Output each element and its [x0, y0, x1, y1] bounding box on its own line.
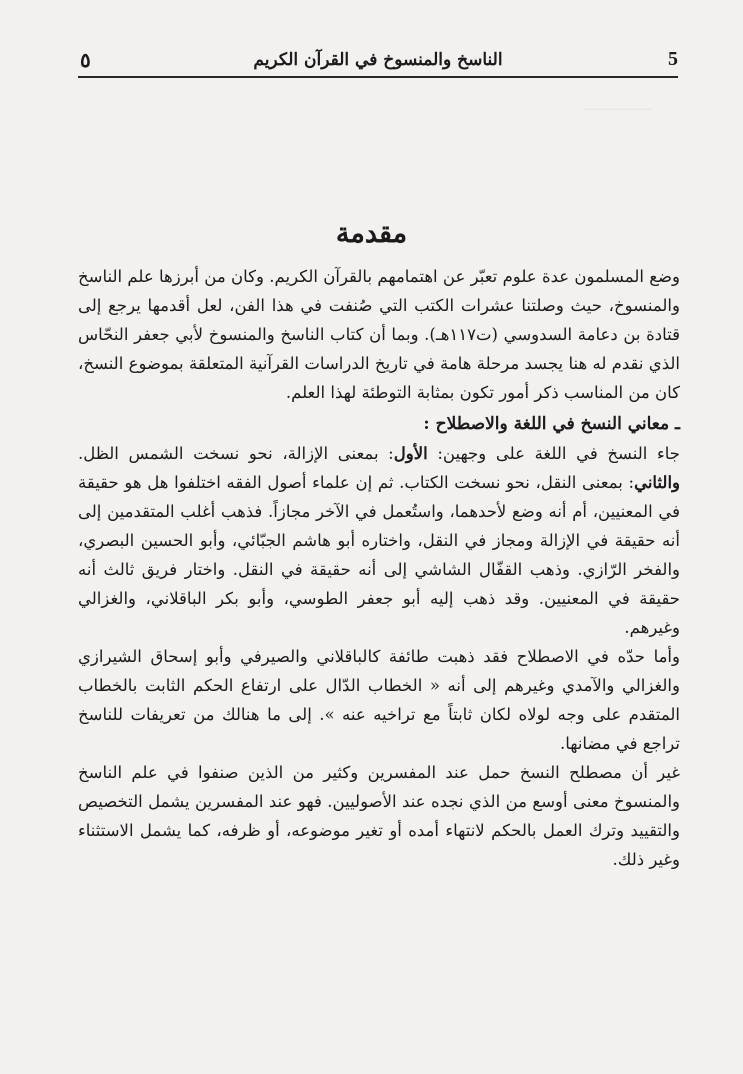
section-heading: ـ معاني النسخ في اللغة والاصطلاح : — [423, 414, 680, 434]
page-number-arabic: ٥ — [80, 48, 91, 72]
main-text — [78, 262, 680, 874]
page-number-latin: 5 — [668, 48, 678, 70]
paragraph-language-intro: جاء النسخ في اللغة على وجهين: — [427, 444, 680, 463]
page-header — [78, 46, 678, 78]
chapter-title: مقدمة — [335, 218, 408, 249]
first-meaning-text: : بمعنى الإزالة، نحو نسخت الشمس الظل. — [78, 444, 394, 463]
first-meaning-label: الأول — [393, 444, 428, 463]
paragraph-language — [78, 439, 680, 642]
running-title: الناسخ والمنسوخ في القرآن الكريم — [253, 50, 503, 70]
paragraph-terminology: وأما حدّه في الاصطلاح فقد ذهبت طائفة كالباقلاني والصيرفي وأبو إسحاق الشيرازي والغزالي والآمدي وغيرهم إلى أنه « الخطاب الدّال على ارتفاع الحكم الثابت بالخطاب المتقدم على وجه لولاه لكان ثابتاً مع تراخيه عنه ». إلى ما هنالك من تعريفات للناسخ تراجع في مضانها. — [78, 647, 680, 753]
paragraph-exegetes: غير أن مصطلح النسخ حمل عند المفسرين وكثير من الذين صنفوا في علم الناسخ والمنسوخ معنى أوسع من الذي نجده عند الأصوليين. فهو عند المفسرين يشمل التخصيص والتقييد وترك العمل بالحكم لانتهاء أمده أو تغير موضوعه، أو ظرفه، كما يشمل الاستثناء وغير ذلك. — [78, 763, 680, 869]
second-meaning-text: : بمعنى النقل، نحو نسخت الكتاب. ثم إن علماء أصول الفقه اختلفوا هل هو حقيقة في المعنيين، أم أنه وضع لأحدهما، واستُعمل في الآخر مجازاً. فذهب أغلب المتقدمين إلى أنه حقيقة في الإزالة ومجاز في النقل، واختاره أبو هاشم الجبّائي، وأبو الحسين البصري، والفخر الرّازي. وذهب القفّال الشاشي إلى أنه حقيقة في النقل. واختار فريق ثالث أنه حقيقة في المعنيين. وقد ذهب إليه أبو جعفر الطوسي، وأبو بكر الباقلاني، والغزالي وغيرهم. — [78, 473, 680, 637]
second-meaning-label: والثاني — [634, 473, 680, 492]
intro-paragraph: وضع المسلمون عدة علوم تعبّر عن اهتمامهم بالقرآن الكريم. وكان من أبرزها علم الناسخ والمنسوخ، حيث وصلتنا عشرات الكتب التي صُنفت في هذا الفن، لعل أقدمها يرجع إلى قتادة بن دعامة السدوسي (ت١١٧هـ). وبما أن كتاب الناسخ والمنسوخ لأبي جعفر النحّاس الذي نقدم له هنا يجسد مرحلة هامة في تاريخ الدراسات القرآنية المتعلقة بموضوع النسخ، كان من المناسب ذكر أمور تكون بمثابة التوطئة لهذا العلم. — [78, 267, 680, 402]
show-through-texture: ــــــــــــــــ — [582, 96, 653, 114]
